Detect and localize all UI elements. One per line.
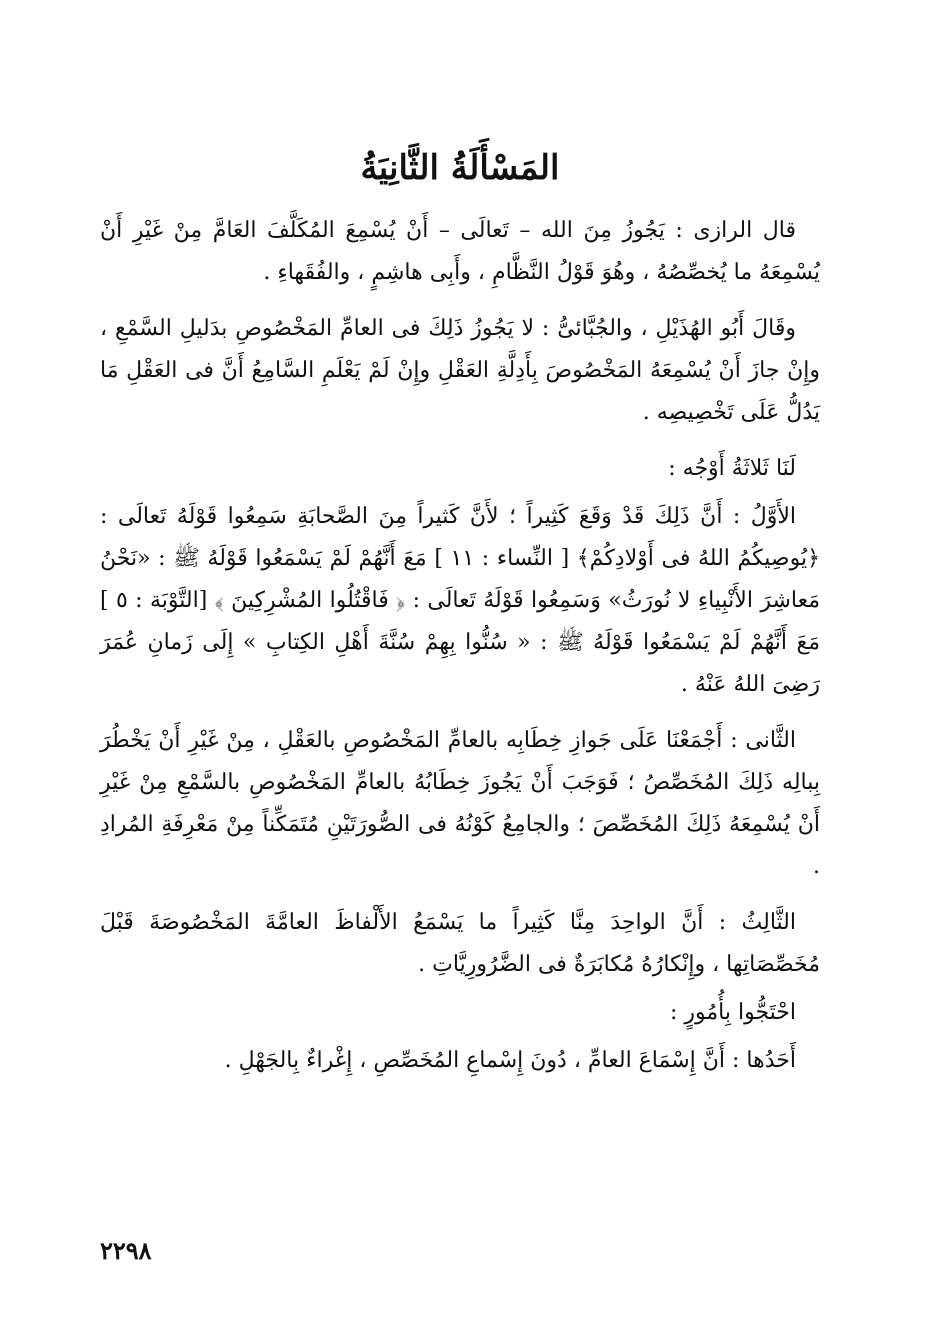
section-title: المَسْأَلَةُ الثَّانِيَةُ [360,148,560,188]
paragraph-razi: قال الرازى : يَجُوزُ مِنَ الله – تَعالَى – أَنْ يُسْمِعَ المُكَلَّفَ العَامَّ مِنْ غَيْرِ أَنْ يُسْمِعَهُ ما يُخصِّصُهُ ، وهُوَ قَوْلُ النَّظَّامِ ، وأَبِى هاشِمٍ ، والفُقَهاءِ . [100,218,820,285]
page-number: ٢٢٩٨ [100,1236,152,1265]
paragraph-first-argument: أَحَدُها : أَنَّ إِسْمَاعَ العامِّ ، دُونَ إِسْماعِ المُخَصِّصِ ، إِغْراءٌ بِالجَهْلِ . [224,1048,796,1073]
paragraph-second-aspect: الثَّانى : أَجْمَعْنَا عَلَى جَوازِ خِطَابِه بالعامِّ المَخْصُوصِ بالعَقْلِ ، مِنْ غَيْرِ أَنْ يَخْطُرَ بِبالِه ذَلِكَ المُخَصِّصُ ؛ فَوَجَبَ أَنْ يَجُوزَ خِطَابُهُ بالعامِّ المَخْصُوصِ بالسَّمْعِ مِنْ غَيْرِ أَنْ يُسْمِعَهُ ذَلِكَ المُخَصِّصَ ؛ والجامِعُ كَوْنُهُ فى الصُّورَتَيْنِ مُتَمَكِّناً مِنْ مَعْرِفَةِ المُرادِ . [100,728,820,879]
paragraph-arguments-heading: احْتَجُّوا بِأُمُورٍ : [669,1000,796,1025]
paragraph-three-aspects: لَنَا ثَلاثَةُ أَوْجُه : [668,456,796,481]
document-page [100,140,820,1300]
paragraph-first-aspect: الأَوَّلُ : أَنَّ ذَلِكَ قَدْ وَقَعَ كَثِيراً ؛ لأَنَّ كَثيراً مِنَ الصَّحابَةِ سَمِعُوا قَوْلَهُ تَعالَى : ﴿يُوصِيكُمُ اللهُ فى أَوْلادِكُمْ﴾ [ النِّساء : ١١ ] مَعَ أَنَّهُمْ لَمْ يَسْمَعُوا قَوْلَهُ ﷺ : «نَحْنُ مَعاشِرَ الأَنْبِياءِ لا نُورَثُ» وَسَمِعُوا قَوْلَهُ تَعالَى : ﴿ فَاقْتُلُوا المُشْرِكِينَ ﴾ [التَّوْبَة : ٥ ] مَعَ أَنَّهُمْ لَمْ يَسْمَعُوا قَوْلَهُ ﷺ : « سُنُّوا بِهِمْ سُنَّةَ أَهْلِ الكِتابِ » إِلَى زَمانِ عُمَرَ رَضِىَ اللهُ عَنْهُ . [100,504,820,697]
paragraph-third-aspect: الثَّالِثُ : أَنَّ الواحِدَ مِنَّا كَثِيراً ما يَسْمَعُ الأَلْفاظَ العامَّةَ المَخْصُوصَةَ قَبْلَ مُخَصِّصَاتِها ، وإِنْكارُهُ مُكابَرَةٌ فى الضَّرُورِيَّاتِ . [100,910,820,977]
paragraph-abu-hudhayl: وقَالَ أَبُو الهُذَيْلِ ، والجُبَّائىُّ : لا يَجُوزُ ذَلِكَ فى العامِّ المَخْصُوصِ بدَليلِ السَّمْعِ ، وإِنْ جازَ أَنْ يُسْمِعَهُ المَخْصُوصَ بِأَدِلَّةِ العَقْلِ وإِنْ لَمْ يَعْلَمِ السَّامِعُ أَنَّ فى العَقْلِ مَا يَدُلُّ عَلَى تَخْصِيصِه . [100,316,820,425]
